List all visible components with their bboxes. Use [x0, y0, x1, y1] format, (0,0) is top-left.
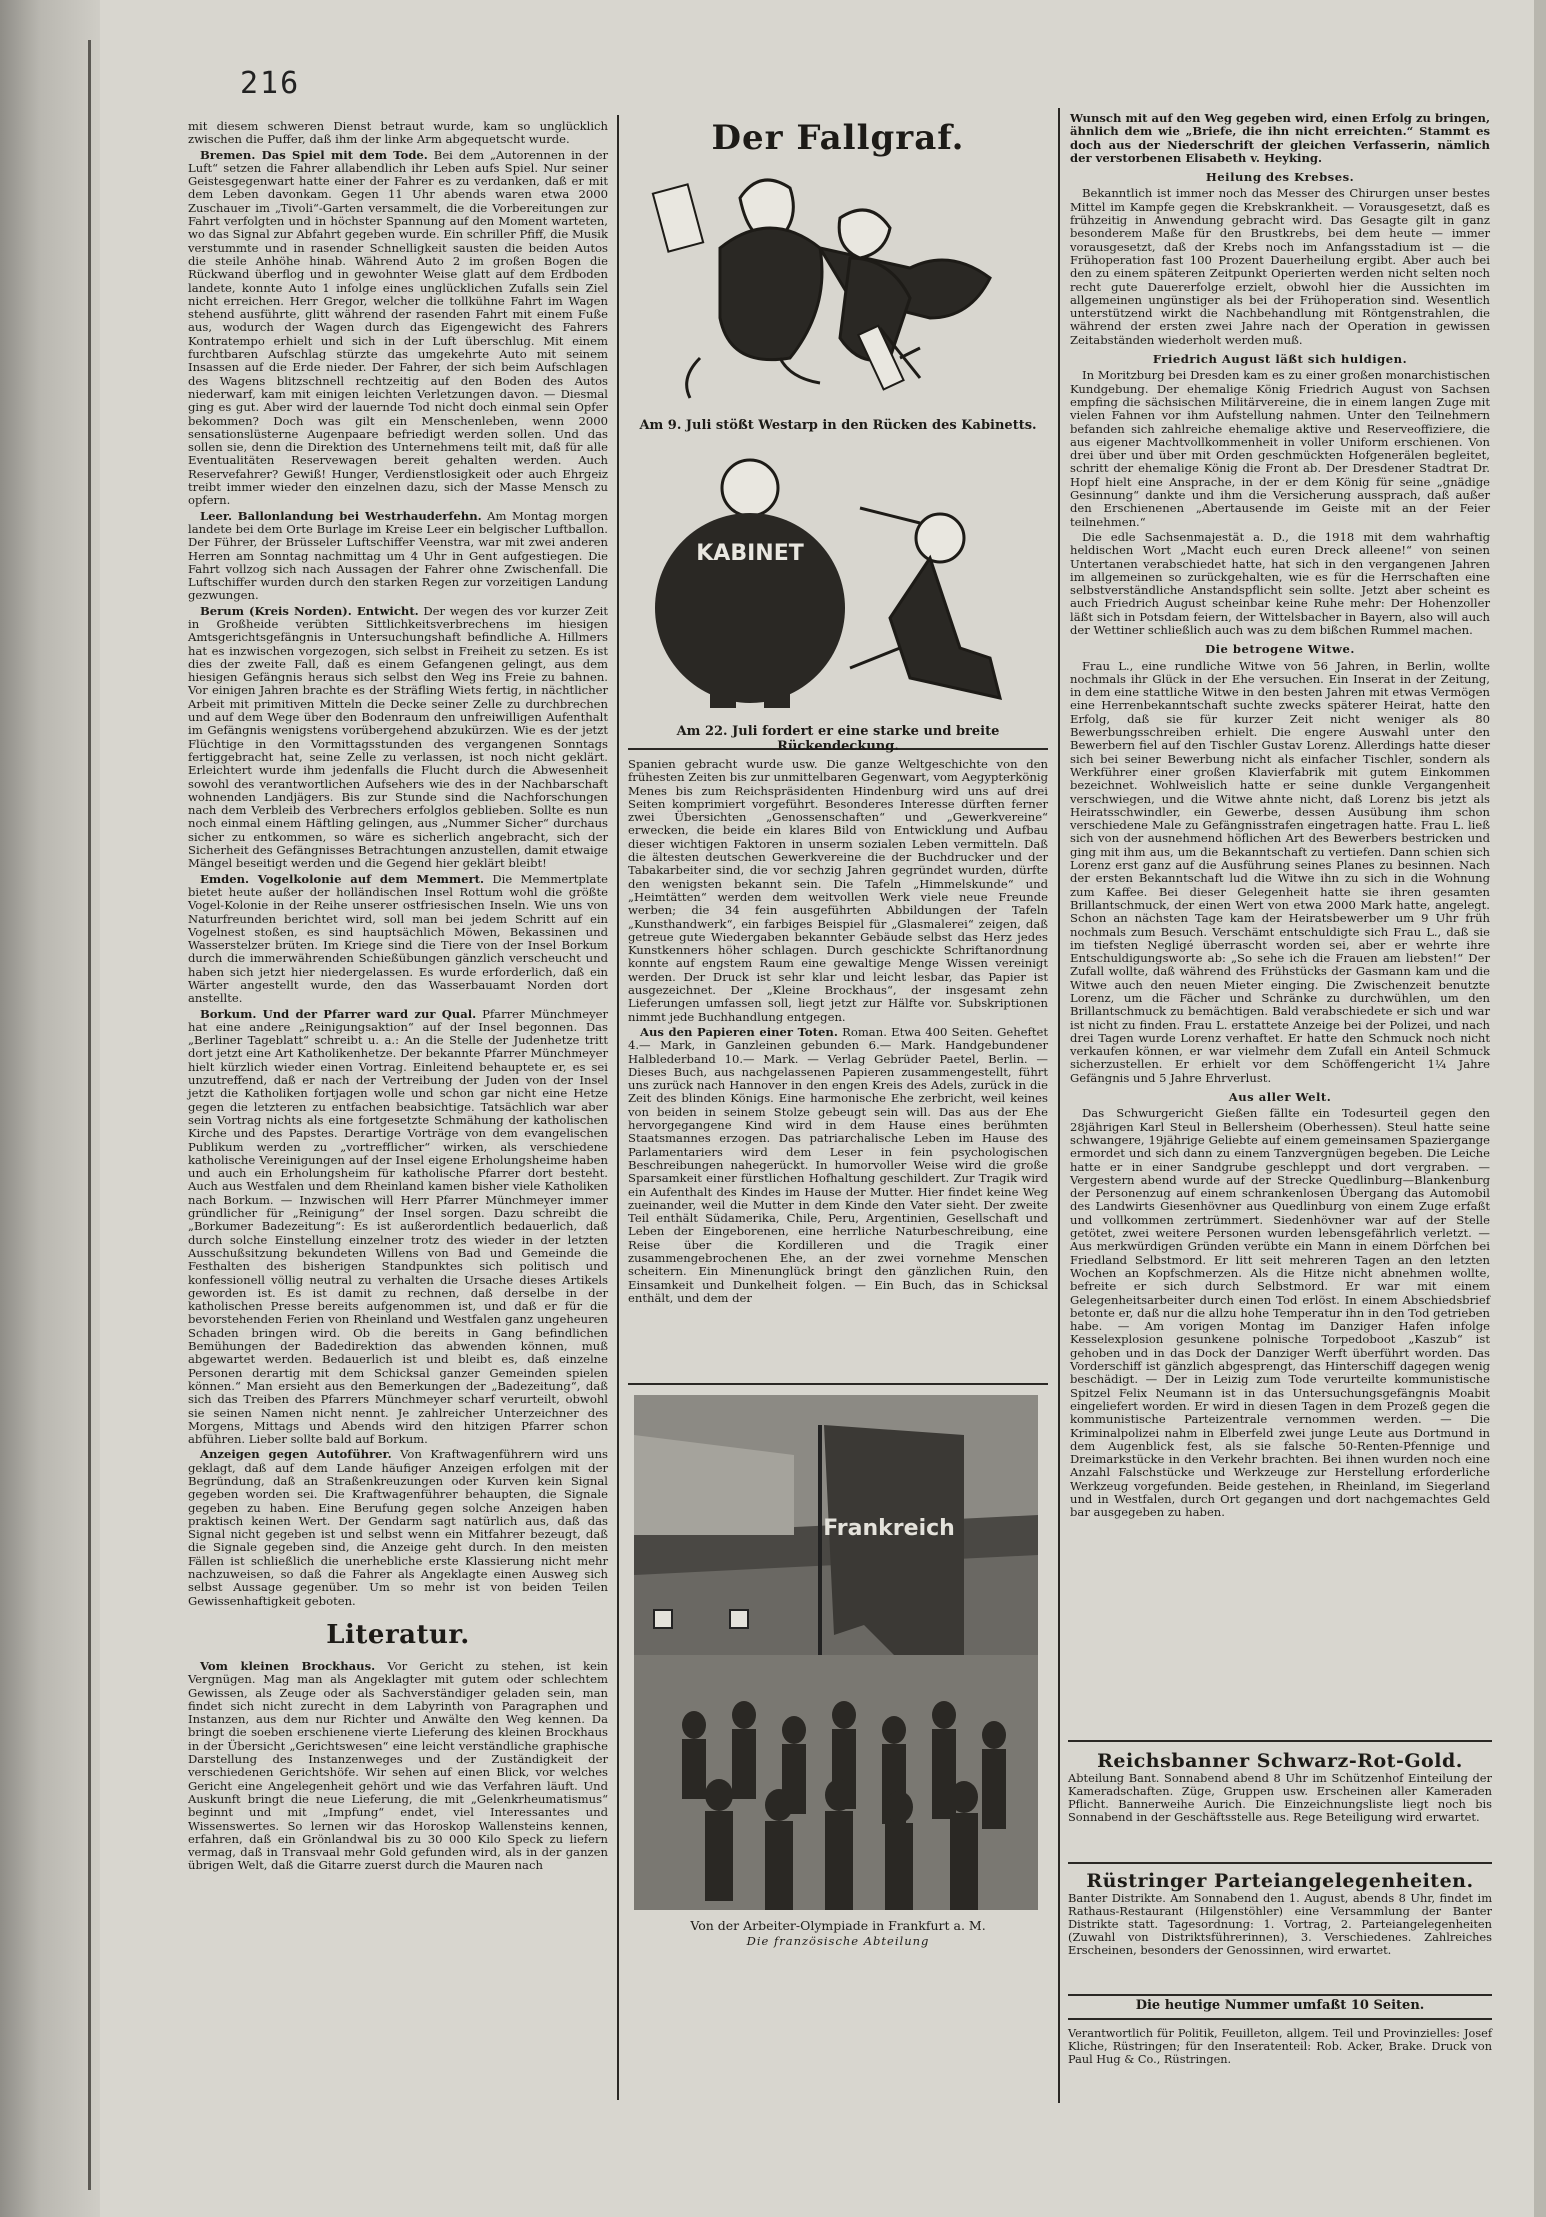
article-leer — [188, 510, 608, 603]
article-witwe: Frau L., eine rundliche Witwe von 56 Jahren, in Berlin, wollte nochmals ihr Glück in der Ehe versuchen. Ein Inserat in der Zeitung, in dem eine stattliche Witwe in den besten Jahren mit etwas Vermögen eine Herrenbekanntschaft suchte zwecks späterer Heirat, hatte den Erfolg, daß sie für kurzer Zeit nicht weniger als 80 Bewerbungsschreiben erhielt. Die engere Auswahl unter den Bewerbern fiel auf den Tischler Gustav Lorenz. Allerdings hatte dieser sich bei seiner Bewerbung nicht als einfacher Tischler, sondern als Werkführer einer großen Klavierfabrik mit gutem Einkommen bezeichnet. Wohlweislich hatte er seine dunkle Vergangenheit verschwiegen, und die Witwe ahnte nicht, daß Lorenz bis jetzt als Heiratsschwindler, ein Gewerbe, dessen Ausübung ihm schon verschiedene Male zu Gefängnisstrafen eingetragen hatte. Frau L. ließ sich von der ausnehmend höflichen Art des Bewerbers bestricken und ging mit ihm aus, um die Bekanntschaft zu vertiefen. Dann schien sich Lorenz erst ganz auf die Ausführung seines Planes zu besinnen. Nach der ersten Bekanntschaft lud die Witwe ihn zu sich in die Wohnung zum Kaffee. Bei dieser Gelegenheit hatte sie ihren gesamten Brillantschmuck, der einen Wert von etwa 2000 Mark hatte, angelegt. Schon an nächsten Tage kam der Heiratsbewerber um 9 Uhr früh nochmals zum Besuch. Verschämt entschuldigte sich Frau L., daß sie im tiefsten Negligé überrascht worden sei, aber er wehrte ihre Entschuldigungsworte ab: „So sehe ich die Frauen am liebsten!“ Der Zufall wollte, daß während des Frühstücks der Gasmann kam und die Witwe auch den neuen Mieter einging. Die Zwischenzeit benutzte Lorenz, um die Fächer und Schränke zu durchwühlen, um den Brillantschmuck zu bemächtigen. Bald verabschiedete er sich und war ist nicht zu finden. Frau L. erstattete Anzeige bei der Polizei, und nach drei Tagen wurde Lorenz verhaftet. Er hatte den Schmuck noch nicht verkaufen können, er war vielmehr dem Zufall ein Anteil Schmuck sicherzustellen. Er erhielt vor dem Schöffengericht 1¼ Jahre Gefängnis und 5 Jahre Ehrverlust. — [1070, 658, 1490, 1085]
article-lead: Borkum. Und der Pfarrer ward zur Qual. — [200, 1006, 477, 1021]
article-body: Die Memmertplate bietet heute außer der holländischen Insel Rottum wohl die größte Vogel-Kolonie in der Reihe unserer ostfriesischen Inseln. Wie uns von Naturfreunden berichtet wird, soll man bei jedem Schritt auf ein Vogelnest stoßen, es sind hauptsächlich Möwen, Bekassinen und Wasserstelzer brüten. Im Kriege sind die Tiere von der Insel Borkum durch die immerwährenden Schießübungen gänzlich verscheucht und haben sich jetzt hier niedergelassen. Es wurde erforderlich, daß ein Wärter angestellt wurde, den das Wasserbauamt Norden dort anstellte. — [188, 871, 608, 1006]
article-body: Der wegen des vor kurzer Zeit in Großheide verübten Sittlichkeitsverbrechens im hiesigen Amtsgerichtsgefängnis in Untersuchungshaft befindliche A. Hillmers hat es inzwischen vorgezogen, sich selbst in Freiheit zu setzen. Es ist dies der zweite Fall, daß es einem Gefangenen gelingt, aus dem hiesigen Gefängnis heraus sich selbst den Weg ins Freie zu bahnen. Vor einigen Jahren brachte es der Sträfling Wiets fertig, in nächtlicher Arbeit mit primitiven Mitteln die Decke seiner Zelle zu durchbrechen und auf dem Wege über den Bodenraum den unfreiwilligen Aufenthalt im Gefängnis wenigstens vorübergehend abzukürzen. Wie es der jetzt Flüchtige in den Vormittagsstunden des vergangenen Sonntags fertiggebracht hat, seine Zelle zu verlassen, ist noch nicht geklärt. Erleichtert wurde ihm jedenfalls die Flucht durch die Abwesenheit sowohl des verantwortlichen Aufsehers wie des in der Nachbarschaft wohnenden Landjägers. Bis zur Stunde sind die Nachforschungen nach dem Verbleib des Verbrechers erfolglos geblieben. Sollte es nun noch einmal einem Häftling gelingen, aus „Nummer Sicher“ durchaus sicher zu entkommen, so wäre es sicherlich angebracht, sich der Sicherheit des Gefängnisses Betrachtungen anzustellen, damit etwaige Mängel beseitigt werden und die Gegend hier geklärt bleibt! — [188, 603, 609, 871]
cartoon-panel-2 — [640, 448, 1040, 716]
article-friedrich-august: In Moritzburg bei Dresden kam es zu einer großen monarchistischen Kundgebung. Der ehemalige König Friedrich August von Sachsen empfing die sächsischen Militärvereine, die in einem langen Zuge mit vielen Fahnen vor ihm Aufstellung nahmen. Unter den Teilnehmern befanden sich zahlreiche ehemalige aktive und Reserveoffiziere, die aus eigener Machtvollkommenheit in voller Uniform erschienen. Von drei über und über mit Orden geschmückten Hofgenerälen begleitet, schritt der ehemalige König die Front ab. Der Dresdener Stadtrat Dr. Hopf hielt eine Ansprache, in der er dem König für seine „gnädige Gesinnung“ dankte und ihm die Versicherung aussprach, daß außer den Erschienenen „Abertausende im Geiste mit an der Feier teilnehmen.“ — [1070, 368, 1490, 529]
column-right — [1070, 111, 1490, 1520]
column-middle — [628, 758, 1048, 1378]
kabinet-label: KABINET — [696, 541, 804, 566]
article-brockhaus — [188, 1660, 608, 1873]
article-body: Am Montag morgen landete bei dem Orte Burlage im Kreise Leer ein belgischer Luftballon. Der Führer, der Brüsseler Luftschiffer Veenstra, war mit zwei anderen Herren am Sonntag nachmittag um 4 Uhr in Gent aufgestiegen. Die Fahrt vollzog sich nach Aussagen der Fahrer ohne Zwischenfall. Die Luftschiffer wurden durch den starken Regen zur vorzeitigen Landung gezwungen. — [188, 508, 609, 603]
reichsbanner-title: Reichsbanner Schwarz-Rot-Gold. — [1097, 1750, 1463, 1772]
footer-rule — [1068, 2018, 1492, 2020]
article-papieren-end: Wunsch mit auf den Weg gegeben wird, einen Erfolg zu bringen, ähnlich dem wie „Briefe, die ihn nicht erreichten.“ Stammt es doch aus der Niederschrift der gleichen Verfasserin, nämlich der verstorbenen Elisabeth v. Heyking. — [1070, 111, 1490, 165]
scan-edge — [1534, 0, 1546, 2217]
article-body: Vor Gericht zu stehen, ist kein Vergnügen. Mag man als Angeklagter mit gutem oder schlechtem Gewissen, als Zeuge oder als Sachverständiger geladen sein, man findet sich nicht zurecht in dem Labyrinth von Paragraphen und Instanzen, aus dem nur Richter und Anwälte den Weg kennen. Da bringt die soeben erschienene vierte Lieferung des kleinen Brockhaus in der Übersicht „Gerichtswesen“ eine leicht verständliche graphische Darstellung des Instanzenweges und der Zuständigkeit der verschiedenen Gerichtshöfe. Wir sehen auf einen Blick, vor welches Gericht eine Angelegenheit gehört und wie das Verfahren läuft. Und Auskunft bringt die neue Lieferung, die mit „Gelenkrheumatismus“ beginnt und mit „Impfung“ endet, viel Interessantes und Wissenswertes. So lernen wir das Horoskop Wallensteins kennen, erfahren, daß ein Grönlandwal bis zu 30 000 Kilo Speck zu liefern vermag, daß in Transvaal mehr Gold gefunden wird, als in der ganzen übrigen Welt, daß die Gitarre zuerst durch die Mauren nach — [188, 1658, 609, 1873]
announcement-rule — [1068, 1862, 1492, 1864]
party-text: Banter Distrikte. Am Sonnabend den 1. August, abends 8 Uhr, findet im Rathaus-Restaurant (Hilgenstöhler) eine Versammlung der Banter Distrikte statt. Tagesordnung: 1. Vortrag, 2. Parteiangelegenheiten (Zuwahl von Distriktsführerinnen), 3. Verschiedenes. Zahlreiches Erscheinen, besonders der Genossinnen, wird erwartet. — [1068, 1891, 1492, 1957]
figure-kabinet — [655, 460, 845, 708]
article-body: Von Kraftwagenführern wird uns geklagt, daß auf dem Lande häufiger Anzeigen erfolgen mit der Begründung, daß an Straßenkreuzungen oder Kurven kein Signal gegeben worden sei. Die Kraftwagenführer behaupten, die Signale gegeben zu haben. Eine Berufung gegen solche Anzeigen haben praktisch keinen Wert. Der Gendarm sagt natürlich aus, daß das Signal nicht gegeben ist und selbst wenn ein Mitfahrer bezeugt, daß die Signale gegeben sind, die Anzeige geht durch. In den meisten Fällen ist schließlich die unerhebliche erste Klassierung nicht mehr nachzuweisen, so daß die Fahrer als Angeklagte einen Ausweg sich selbst Aussage gegenüber. Um so mehr ist von beiden Teilen Gewissenhaftigkeit geboten. — [188, 1447, 609, 1608]
article-lead: Emden. Vogelkolonie auf dem Memmert. — [200, 871, 484, 886]
figure-westarp-bowing — [850, 508, 1000, 698]
binding-edge-line — [88, 40, 91, 2190]
cartoon-title: Der Fallgraf. — [711, 118, 965, 158]
subheading-krebs: Heilung des Krebses. — [1205, 170, 1355, 185]
article-lead: Berum (Kreis Norden). Entwicht. — [200, 603, 419, 618]
subheading-friedrich-august: Friedrich August läßt sich huldigen. — [1152, 352, 1408, 367]
figure-cabinet-top — [687, 180, 990, 398]
article-friedrich-august-2: Die edle Sachsenmajestät a. D., die 1918 mit dem wahrhaftig heldischen Wort „Macht euch euren Dreck alleene!“ von seinen Untertanen verabschiedet hatte, hat sich in den vergangenen Jahren im allgemeinen so zurückgehalten, wie es für die Herrschaften eine selbstverständliche Anstandspflicht sein sollte. Jetzt aber scheint es auch Friedrich August scheinbar keine Ruhe mehr: Der Hohenzoller läßt sich in Potsdam feiern, der Wittelsbacher in Bayern, also will auch der Wettiner schließlich auch was zu dem bißchen Rummel machen. — [1070, 529, 1490, 637]
photo-caption: Von der Arbeiter-Olympiade in Frankfurt a. M. — [690, 1918, 986, 1933]
article-emden — [188, 873, 608, 1006]
olympiade-photo — [634, 1395, 1038, 1910]
article-continuation: mit diesem schweren Dienst betraut wurde, kam so unglücklich zwischen die Puffer, daß ihm der linke Arm abgequetscht wurde. — [188, 119, 608, 147]
paper-sheet — [653, 184, 703, 251]
article-borkum — [188, 1008, 608, 1447]
article-lead: Leer. Ballonlandung bei Westrhauderfehn. — [200, 508, 482, 523]
article-anzeigen — [188, 1448, 608, 1608]
banner-text: Frankreich — [823, 1516, 955, 1541]
photo-top-rule — [628, 1383, 1048, 1385]
article-aus-aller-welt: Das Schwurgericht Gießen fällte ein Todesurteil gegen den 28jährigen Karl Steul in Bellersheim (Oberhessen). Steul hatte seine schwangere, 19jährige Geliebte auf einem gemeinsamen Spaziergange ermordet und sich dann zu einem Tanzvergnügen begeben. Die Leiche hatte er in einer Sandgrube geschleppt und dort vergraben. — Vergestern abend wurde auf der Strecke Quedlinburg—Blankenburg der Personenzug auf einem schrankenlosen Übergang das Automobil des Landwirts Giesenhövner aus Quedlinburg von einem Zuge erfaßt und vollkommen zertrümmert. Siedenhövner war auf der Stelle getötet, zwei weitere Personen wurden lebensgefährlich verletzt. — Aus merkwürdigen Gründen verübte ein Mann in einem Dörfchen bei Friedland Selbstmord. Er litt seit mehreren Tagen an den letzten Wochen an Kopfschmerzen. Als die Hitze nicht abnehmen wollte, befreite er sich durch Selbstmord. Er war mit einem Gelegenheitsarbeiter durch einen Tod erlöst. In einem Abschiedsbrief betonte er, daß nur die allzu hohe Temperatur ihn in den Tod getrieben habe. — Am vorigen Montag im Danziger Hafen infolge Kesselexplosion gesunkene polnische Torpedoboot „Kaszub“ ist gehoben und in das Dock der Danziger Werft überführt worden. Das Vorderschiff ist gänzlich abgesprengt, das Hinterschiff dagegen wenig beschädigt. — Der in Leizig zum Tode verurteilte kommunistische Spitzel Felix Neumann ist in das Untersuchungsgefängnis Moabit eingeliefert worden. Er wird in diesen Tagen in dem Prozeß gegen die kommunistische Parteizentrale vernommen werden. — Die Kriminalpolizei nahm in Elberfeld zwei junge Leute aus Dortmund in dem Augenblick fest, als sie falsche 50-Renten-Pfennige und Dreimarkstücke in den Verkehr brachten. Bei ihnen wurden noch eine Anzahl Falschstücke und Werkzeuge zur Herstellung erforderliche Werkzeug vorgefunden. Beide gestehen, in Rheinland, im Siegerland und in Westfalen, durch Ort gegangen und dort nachgemachtes Geld bar ausgegeben zu haben. — [1070, 1106, 1490, 1520]
book-binding — [0, 0, 100, 2217]
article-lead: Bremen. Das Spiel mit dem Tode. — [200, 147, 428, 162]
cartoon-caption-2: Am 22. Juli fordert er eine starke und breite Rückendeckung. — [676, 724, 1000, 754]
section-heading-literature: Literatur. — [326, 1619, 470, 1650]
reichsbanner-text: Abteilung Bant. Sonnabend abend 8 Uhr im Schützenhof Einteilung der Kameradschaften. Züge, Gruppen usw. Erscheinen aller Kameraden Pflicht. Bannerweihe Aurich. Die Einzeichnungsliste liegt noch bis Sonnabend in der Geschäftsstelle aus. Rege Beteiligung wird erwartet. — [1068, 1771, 1492, 1824]
article-papieren — [628, 1026, 1048, 1305]
announcement-rule — [1068, 1740, 1492, 1742]
article-berum — [188, 605, 608, 871]
subheading-aus-aller-welt: Aus aller Welt. — [1228, 1090, 1332, 1105]
reichsbanner-announcement — [1068, 1750, 1492, 1824]
column-left — [188, 120, 608, 2110]
photo-illustration — [634, 1395, 1038, 1910]
cartoon-panel-1 — [640, 158, 1040, 408]
cartoon-caption-1: Am 9. Juli stößt Westarp in den Rücken des Kabinetts. — [639, 418, 1037, 433]
article-lead: Anzeigen gegen Autoführer. — [200, 1447, 392, 1462]
page-count-note: Die heutige Nummer umfaßt 10 Seiten. — [1135, 1998, 1425, 2013]
imprint: Verantwortlich für Politik, Feuilleton, allgem. Teil und Provinzielles: Josef Kliche, Rüstringen; für den Inseratenteil: Rob. Acker, Brake. Druck von Paul Hug & Co., Rüstringen. — [1068, 2027, 1492, 2066]
article-body: Pfarrer Münchmeyer hat eine andere „Reinigungsaktion“ auf der Insel begonnen. Das „Berliner Tageblatt“ schreibt u. a.: An die Stelle der Judenhetze tritt dort jetzt eine Art Katholikenhetze. Der bekannte Pfarrer Münchmeyer hielt kürzlich wieder einen Vortrag. Einleitend behauptete er, es sei unzutreffend, daß er nach der Vertreibung der Juden von der Insel jetzt die Katholiken fortjagen wolle und schon gar nicht eine Hetze gegen die letzteren zu entfachen beabsichtige. Tatsächlich war aber sein Vortrag nichts als eine fortgesetzte Schmähung der katholischen Kirche und des Papstes. Derartige Vorträge von dem evangelischen Publikum werden zu „vortrefflicher“ wirken, als verschiedene katholische Vereinigungen auf der Insel eigene Erholungsheime haben und auch ein Erholungsheim für katholische Pfarrer dort besteht. Auch aus Westfalen und dem Rheinland kamen bisher viele Katholiken nach Borkum. — Inzwischen will Herr Pfarrer Münchmeyer immer gründlicher für „Reinigung“ der Insel sorgen. Dazu schreibt die „Borkumer Badezeitung“: Es ist außerordentlich bedauerlich, daß durch solche Einstellung einzelner trotz des wieder in der letzten Ausschußsitzung bekundeten Willens von Bad und Gemeinde die Festhalten des bisherigen Standpunktes sich politisch und konfessionell völlig neutral zu verhalten die Ursache dieses Artikels geworden ist. Es ist damit zu rechnen, daß derselbe in der katholischen Presse bereits aufgenommen ist, und daß er für die bevorstehenden Ferien von Rheinland und Westfalen ganz ungeheuren Schaden bringen wird. Ob die bereits in Gang befindlichen Bemühungen der Badedirektion das abwenden können, muß abgewartet werden. Bedauerlich ist und bleibt es, daß einzelne Personen derartig mit dem Schicksal ganzer Gemeinden spielen können.“ Man ersieht aus den Bemerkungen der „Badezeitung“, daß sich das Treiben des Pfarrers Münchmeyer scharf verurteilt, obwohl sie seinen Namen nicht nennt. Je zahlreicher Unterzeichner des Morgens, Mittags und Abends wird den hitzigen Pfarrer schon abführen. Lieber sollte bald auf Borkum. — [188, 1006, 609, 1447]
article-lead: Vom kleinen Brockhaus. — [200, 1658, 376, 1673]
photo-subcaption: Die französische Abteilung — [746, 1934, 930, 1948]
article-body: Roman. Etwa 400 Seiten. Geheftet 4.— Mark, in Ganzleinen gebunden 6.— Mark. Handgebundener Halblederband 10.— Mark. — Verlag Gebrüder Paetel, Berlin. — Dieses Buch, aus nachgelassenen Papieren zusammengestellt, führt uns zurück nach Hannover in den engen Kreis des Adels, zurück in die Zeit des blinden Königs. Eine harmonische Ehe zerbricht, weil keines von beiden in seinem Stolze gebeugt sein will. Das aus der Ehe hervorgegangene Kind wird in dem Hause eines berühmten Staatsmannes erzogen. Das patriarchalische Leben im Hause des Parlamentariers wird dem Leser in fein psychologischen Beschreibungen nahegerückt. In humorvoller Weise wird die große Sparsamkeit einer fürstlichen Hofhaltung geschildert. Zur Tragik wird ein Aufenthalt des Kindes im Hause der Mutter. Hier findet keine Weg zueinander, weil die Mutter in dem Kinde den Vater sieht. Der zweite Teil enthält Südamerika, Chile, Peru, Argentinien, Gesellschaft und Leben der Eingeborenen, eine herrliche Naturbeschreibung, eine Reise über die Kordilleren und die Tragik einer zusammengebrochenen Ehe, an der zwei vornehme Menschen scheitern. Ein Minenunglück bringt den gänzlichen Ruin, den Einsamkeit und Dunkelheit folgen. — Ein Buch, das in Schicksal enthält, und dem der — [628, 1024, 1049, 1305]
party-announcement — [1068, 1870, 1492, 1957]
article-krebs: Bekanntlich ist immer noch das Messer des Chirurgen unser bestes Mittel im Kampfe gegen die Krebskrankheit. — Vorausgesetzt, daß es frühzeitig in Anwendung gebracht wird. Das Gesagte gilt in ganz besonderem Maße für den Brustkrebs, bei dem heute — immer vorausgesetzt, daß der Krebs noch im Anfangsstadium ist — die Frühoperation fast 100 Prozent Dauerheilung ergibt. Aber auch bei den zu einem späteren Zeitpunkt Operierten werden nicht selten noch recht gute Dauererfolge erzielt, obwohl hier die Aussichten im allgemeinen ungünstiger als bei der Frühoperation sind. Wesentlich unterstützend wirkt die Nachbehandlung mit Röntgenstrahlen, die während der ersten zwei Jahre nach der Operation in gewissen Zeitabständen wiederholt werden muß. — [1070, 186, 1490, 347]
article-bremen — [188, 149, 608, 508]
article-lead: Aus den Papieren einer Toten. — [640, 1024, 838, 1039]
article-brockhaus-continued: Spanien gebracht wurde usw. Die ganze Weltgeschichte von den frühesten Zeiten bis zur unmittelbaren Gegenwart, vom Aegypterkönig Menes bis zum Reichspräsidenten Hindenburg wird uns auf drei Seiten komprimiert vorgeführt. Besonderes Interesse dürften ferner zwei Übersichten „Genossenschaften“ und „Gewerkvereine“ erwecken, die beide ein klares Bild von Entwicklung und Aufbau dieser wichtigen Faktoren in unserm sozialen Leben vermitteln. Daß die ältesten deutschen Gewerkvereine die der Buchdrucker und der Tabakarbeiter sind, die vor sechzig Jahren gegründet wurden, dürfte den wenigsten bekannt sein. Die Tafeln „Himmelskunde“ und „Heimtätten“ werden dem weitvollen Werk viele neue Freunde werben; die 34 fein ausgeführten Abbildungen der Tafeln „Kunsthandwerk“, ein farbiges Beispiel für „Glasmalerei“ zeigen, daß getreue gute Wiedergaben bekannter Gebäude selbst das Herz jedes Kunstkenners höher schlagen. Durch geschickte Schriftanordnung konnte auf engstem Raum eine gewaltige Menge Wissen vereinigt werden. Der Druck ist sehr klar und leicht lesbar, das Papier ist ausgezeichnet. Der „Kleine Brockhaus“, der insgesamt zehn Lieferungen umfassen soll, liegt jetzt zur Hälfte vor. Subskriptionen nimmt jede Buchhandlung entgegen. — [628, 757, 1048, 1024]
page-number: 216 — [240, 66, 301, 101]
subheading-witwe: Die betrogene Witwe. — [1205, 642, 1355, 657]
article-body: Bei dem „Autorennen in der Luft“ setzen die Fahrer allabendlich ihr Leben aufs Spiel. Nur seiner Geistesgegenwart hatte einer der Fahrer es zu verdanken, daß er mit dem Leben davonkam. Gegen 11 Uhr abends waren etwa 2000 Zuschauer im „Tivoli“-Garten versammelt, die die Vorbereitungen zur Fahrt verfolgten und in höchster Spannung auf den Moment warteten, wo das Signal zur Abfahrt gegeben wurde. Ein schriller Pfiff, die Musik verstummte und in rasender Schnelligkeit sausten die beiden Autos die steile Anhöhe hinab. Während Auto 2 im großen Bogen die Rückwand überflog und in gewohnter Weise glatt auf dem Erdboden landete, konnte Auto 1 infolge eines unglücklichen Zufalls sein Ziel nicht erreichen. Herr Gregor, welcher die tollkühne Fahrt im Wagen stehend ausführte, glitt während der rasenden Fahrt mit einem Fuße aus, wodurch der Wagen durch das Eigengewicht des Fahrers Kontratempo erhielt und sich in der Luft überschlug. Mit einem furchtbaren Aufschlag stürzte das umgekehrte Auto mit seinem Insassen auf die Erde nieder. Der Fahrer, der sich beim Aufschlagen des Wagens blitzschnell rechtzeitig auf den Boden des Autos niederwarf, kam mit einigen leichten Verletzungen davon. — Diesmal ging es gut. Aber wird der lauernde Tod nicht doch einmal sein Opfer bekommen? Doch was gilt ein Menschenleben, wenn 2000 sensationslüsterne Augenpaare befriedigt werden sollen. Und das sollen sie, denn die Direktion des Unternehmens teilt mit, daß für alle Eventualitäten Reservewagen bereit gehalten werden. Auch Reservefahrer? Gewiß! Hunger, Verdienstlosigkeit oder auch Ehrgeiz treibt immer wieder den einzelnen dazu, sich der Masse Mensch zu opfern. — [188, 147, 609, 508]
column-rule-left — [617, 115, 619, 2100]
footer-rule — [1068, 1994, 1492, 1996]
party-title: Rüstringer Parteiangelegenheiten. — [1086, 1870, 1474, 1892]
column-rule-right — [1058, 108, 1060, 2103]
